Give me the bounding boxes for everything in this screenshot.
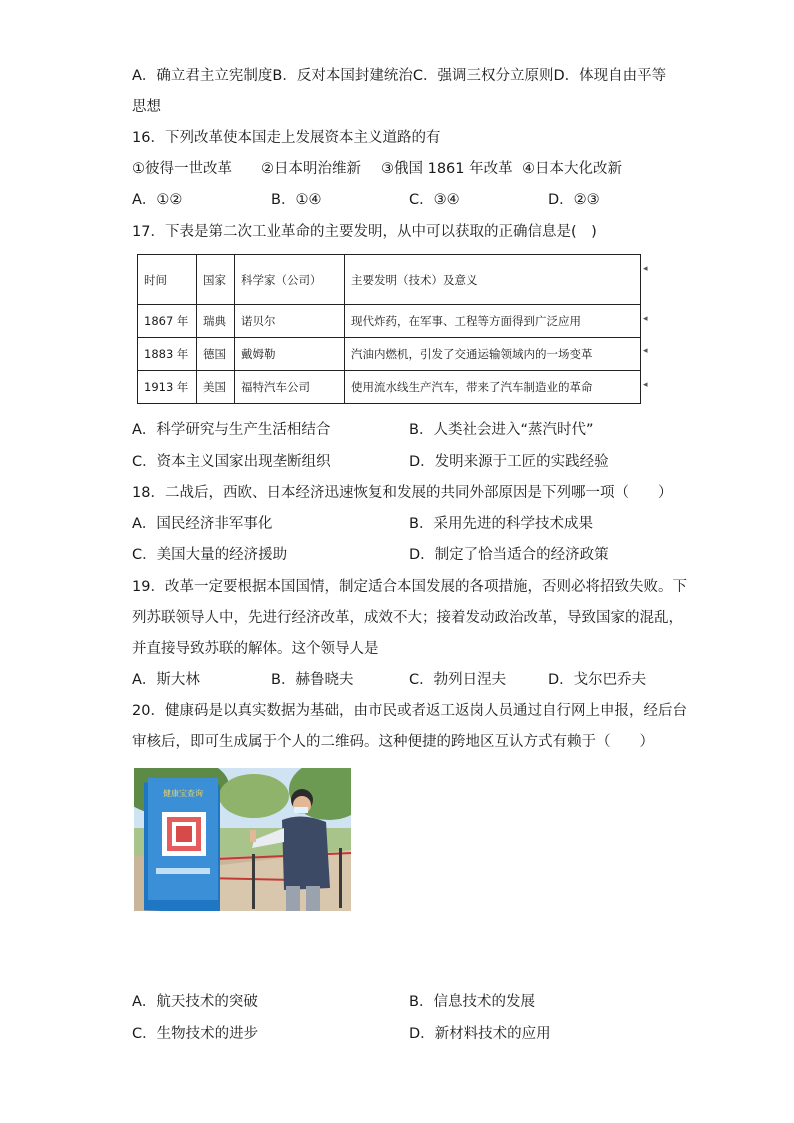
q16-item-3: ③俄国 1861 年改革 <box>381 161 513 177</box>
cell-marker-icon: ◂ <box>643 346 648 356</box>
cell-scientist: 戴姆勒 <box>235 338 345 371</box>
q20-stem-line2: 审核后，即可生成属于个人的二维码。这种便捷的跨地区互认方式有赖于（ ） <box>132 734 654 750</box>
q16-item-1: ①彼得一世改革 <box>132 161 232 177</box>
cell-country: 美国 <box>197 371 235 404</box>
cell-marker-icon: ◂ <box>643 264 648 274</box>
q17-option-b: B．人类社会进入“蒸汽时代” <box>409 422 594 438</box>
q17-option-a: A．科学研究与生产生活相结合 <box>132 422 331 438</box>
header-invention: 主要发明（技术）及意义 <box>345 255 641 305</box>
q15-options-line1: A．确立君主立宪制度B．反对本国封建统治C．强调三权分立原则D．体现自由平等 <box>132 68 667 84</box>
table-header-row <box>138 255 641 305</box>
cell-invention: 汽油内燃机，引发了交通运输领域内的一场变革 <box>345 338 641 371</box>
cell-invention: 现代炸药，在军事、工程等方面得到广泛应用 <box>345 305 641 338</box>
q20-option-a: A．航天技术的突破 <box>132 994 258 1010</box>
q17-option-d: D．发明来源于工匠的实践经验 <box>409 454 609 470</box>
q16-option-b: B．①④ <box>271 192 322 208</box>
q16-option-d: D．②③ <box>548 192 600 208</box>
q19-option-c: C．勃列日涅夫 <box>409 672 507 688</box>
health-code-photo <box>134 768 351 911</box>
q19-option-b: B．赫鲁晓夫 <box>271 672 354 688</box>
cell-invention: 使用流水线生产汽车，带来了汽车制造业的革命 <box>345 371 641 404</box>
q19-option-d: D．戈尔巴乔夫 <box>548 672 647 688</box>
header-scientist: 科学家（公司） <box>235 255 345 305</box>
q19-stem-line2: 列苏联领导人中，先进行经济改革，成效不大；接着发动政治改革，导致国家的混乱， <box>132 610 683 626</box>
q18-option-d: D．制定了恰当适合的经济政策 <box>409 547 609 563</box>
cell-time: 1883 年 <box>138 338 197 371</box>
cell-country: 瑞典 <box>197 305 235 338</box>
q18-option-c: C．美国大量的经济援助 <box>132 547 288 563</box>
q20-option-b: B．信息技术的发展 <box>409 994 535 1010</box>
q16-option-c: C．③④ <box>409 192 460 208</box>
q20-stem-line1: 20．健康码是以真实数据为基础，由市民或者返工返岗人员通过自行网上申报，经后台 <box>132 703 687 719</box>
cell-time: 1867 年 <box>138 305 197 338</box>
table-row <box>138 305 641 338</box>
q20-option-d: D．新材料技术的应用 <box>409 1026 551 1042</box>
table-row <box>138 371 641 404</box>
q18-option-b: B．采用先进的科学技术成果 <box>409 516 593 532</box>
q20-option-c: C．生物技术的进步 <box>132 1026 259 1042</box>
cell-scientist: 福特汽车公司 <box>235 371 345 404</box>
sign-text: 健康宝查询 <box>163 789 203 798</box>
q17-option-c: C．资本主义国家出现垄断组织 <box>132 454 331 470</box>
q15-options-line2: 思想 <box>132 99 161 115</box>
q16-option-a: A．①② <box>132 192 183 208</box>
cell-marker-icon: ◂ <box>643 380 648 390</box>
q16-item-4: ④日本大化改新 <box>522 161 622 177</box>
q19-stem-line3: 并直接导致苏联的解体。这个领导人是 <box>132 641 379 657</box>
inventions-table <box>137 254 641 404</box>
q18-option-a: A．国民经济非军事化 <box>132 516 273 532</box>
q19-stem-line1: 19．改革一定要根据本国国情，制定适合本国发展的各项措施，否则必将招致失败。下 <box>132 579 687 595</box>
q17-stem: 17．下表是第二次工业革命的主要发明，从中可以获取的正确信息是( ) <box>132 224 597 240</box>
header-country: 国家 <box>197 255 235 305</box>
header-time: 时间 <box>138 255 197 305</box>
cell-marker-icon: ◂ <box>643 314 648 324</box>
q18-stem: 18．二战后，西欧、日本经济迅速恢复和发展的共同外部原因是下列哪一项（ ） <box>132 485 673 501</box>
cell-scientist: 诺贝尔 <box>235 305 345 338</box>
cell-country: 德国 <box>197 338 235 371</box>
table-row <box>138 338 641 371</box>
q16-stem: 16．下列改革使本国走上发展资本主义道路的有 <box>132 130 441 146</box>
q16-item-2: ②日本明治维新 <box>261 161 361 177</box>
q19-option-a: A．斯大林 <box>132 672 200 688</box>
cell-time: 1913 年 <box>138 371 197 404</box>
